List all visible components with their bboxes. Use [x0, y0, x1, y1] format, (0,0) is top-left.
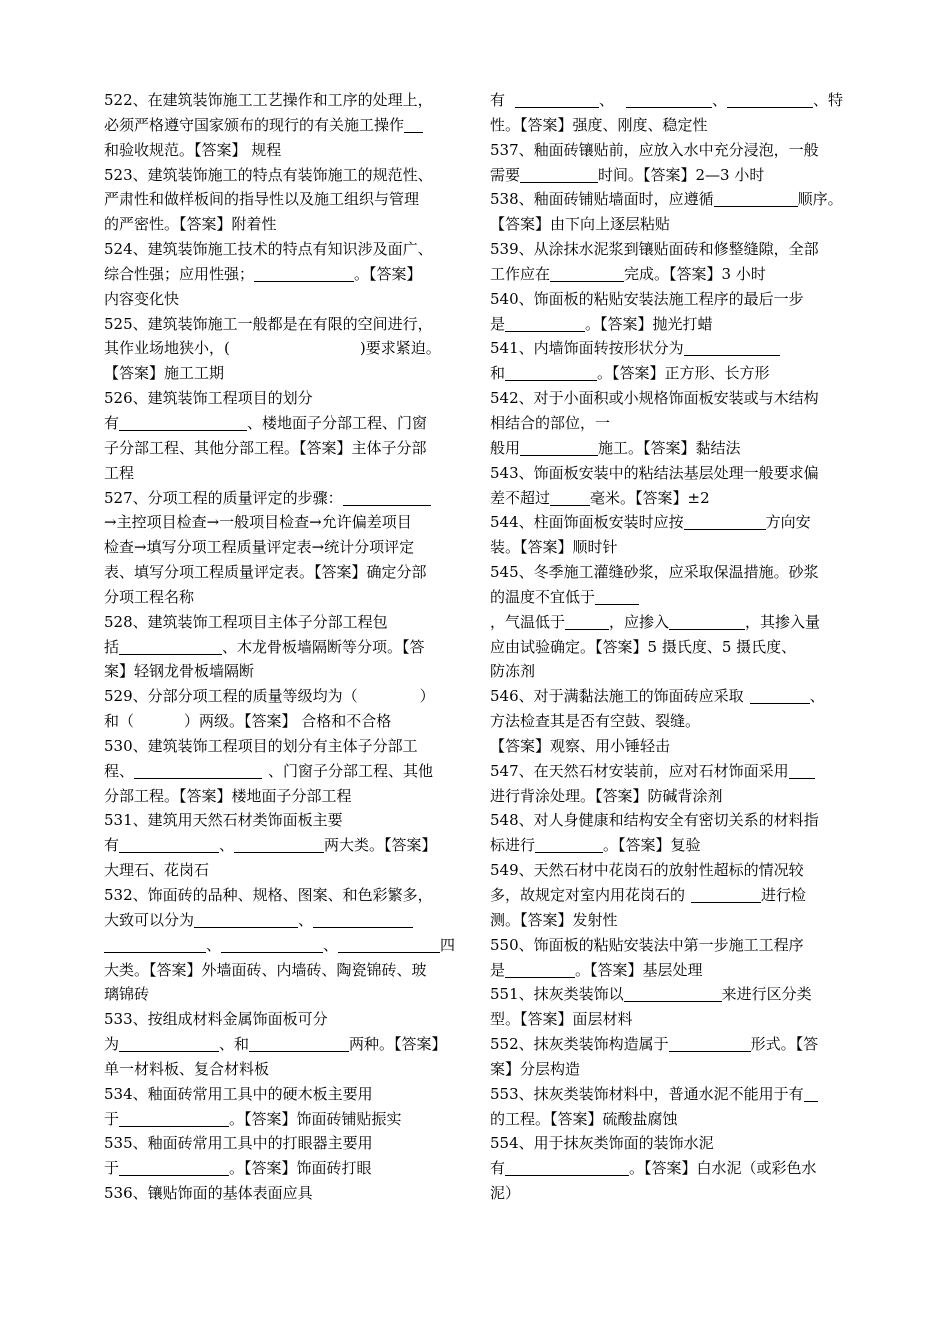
text-line: 、 、 四 [104, 933, 460, 958]
answer-blank [505, 363, 597, 381]
text-line: 543、饰面板安装中的粘结法基层处理一般要求偏 [490, 463, 819, 482]
text-line: 是 。【答案】抛光打蜡 [490, 314, 713, 333]
answer-blank [595, 587, 639, 605]
text-line: 和（ ）两级。【答案】 合格和不合格 [104, 712, 392, 731]
text-line: 表、填写分项工程质量评定表。【答案】确定分部 [104, 563, 427, 582]
answer-blank [750, 686, 810, 704]
text-line: 的严密性。【答案】附着性 [104, 215, 277, 234]
text-line: 522、在建筑装饰施工工艺操作和工序的处理上， [104, 91, 433, 109]
answer-blank [789, 761, 815, 779]
text-line: 进行背涂处理。【答案】防碱背涂剂 [490, 786, 723, 805]
text-line: 型。【答案】面层材料 [490, 1010, 633, 1029]
answer-blank [119, 637, 222, 655]
text-line: 525、建筑装饰施工一般都是在有限的空间进行， [104, 314, 433, 333]
text-line: 工程 [104, 463, 135, 482]
answer-blank [254, 264, 354, 282]
text-line: 553、抹灰类装饰材料中，普通水泥不能用于有 [490, 1082, 846, 1107]
text-line: 于 。【答案】饰面砖铺贴振实 [104, 1109, 402, 1128]
text-line: 大致可以分为 、 [104, 908, 460, 933]
text-line: 是 。【答案】基层处理 [490, 960, 703, 979]
text-line: 532、饰面砖的品种、规格、图案、和色彩繁多， [104, 886, 433, 904]
text-line: 需要 时间。【答案】2—3 小时 [490, 165, 765, 184]
text-line: 应由试验确定。【答案】5 摄氏度、5 摄氏度、 [490, 637, 797, 656]
answer-blank [550, 488, 590, 506]
text-line: 541、内墙饰面转按形状分为 [490, 336, 846, 361]
text-line: 工作应在 完成。【答案】3 小时 [490, 264, 766, 283]
text-line: 于 。【答案】饰面砖打眼 [104, 1159, 372, 1178]
text-line: 有 、 两大类。【答案】 [104, 836, 437, 855]
text-line: 括 、木龙骨板墙隔断等分项。【答 [104, 637, 425, 656]
answer-blank [134, 761, 262, 779]
text-line: →主控项目检查→一般项目检查→允许偏差项目 [104, 513, 412, 532]
text-line: 装。【答案】顺时针 [490, 538, 618, 557]
text-line: 和 。【答案】正方形、长方形 [490, 364, 770, 383]
text-line: 其作业场地狭小，( )要求紧迫。 [104, 339, 441, 358]
text-line: 有 、楼地面子分部工程、门窗 [104, 413, 428, 432]
right-column [490, 88, 846, 1206]
answer-blank [535, 835, 603, 853]
text-line: 多，故规定对室内用花岗石的 进行检 [490, 886, 807, 904]
text-line: 的工程。【答案】硫酸盐腐蚀 [490, 1109, 678, 1128]
answer-blank [714, 189, 798, 207]
text-line: 内容变化快 [104, 289, 180, 308]
answer-blank [515, 90, 599, 108]
text-line: 有 。【答案】白水泥（或彩色水 [490, 1159, 817, 1178]
text-line: 527、分项工程的质量评定的步骤： [104, 486, 460, 511]
text-line: 方法检查其是否有空鼓、裂缝。 [490, 712, 701, 731]
text-line: 差不超过 毫米。【答案】±2 [490, 488, 710, 507]
answer-blank [565, 612, 609, 630]
answer-blank [626, 90, 712, 108]
text-line: 538、釉面砖铺贴墙面时，应遵循 顺序。 [490, 190, 843, 209]
text-line: 535、釉面砖常用工具中的打眼器主要用 [104, 1134, 373, 1153]
answer-blank [234, 835, 324, 853]
text-line: 552、抹灰类装饰构造属于 形式。【答 [490, 1035, 819, 1054]
answer-blank [194, 910, 298, 928]
text-line: 550、饰面板的粘贴安装法中第一步施工工程序 [490, 935, 804, 954]
text-line: 综合性强；应用性强； 。【答案】 [104, 264, 422, 283]
answer-blank [684, 512, 766, 530]
text-line: 璃锦砖 [104, 985, 150, 1004]
answer-blank [505, 314, 585, 332]
text-line: 533、按组成材料金属饰面板可分 [104, 1010, 328, 1029]
answer-blank [691, 885, 761, 903]
text-line: 529、分部分项工程的质量等级均为（ ） [104, 687, 435, 706]
answer-blank [624, 984, 722, 1002]
text-line: 和验收规范。【答案】 规程 [104, 140, 282, 159]
text-line: 【答案】由下向上逐层粘贴 [490, 215, 671, 234]
text-line: 性。【答案】强度、刚度、稳定性 [490, 115, 708, 134]
answer-blank [338, 935, 440, 953]
answer-blank [550, 264, 624, 282]
answer-blank [727, 90, 813, 108]
answer-blank [104, 935, 206, 953]
text-line: 544、柱面饰面板安装时应按 方向安 [490, 513, 811, 532]
text-line: ，气温低于 ，应掺入 ，其掺入量 [490, 612, 821, 631]
text-line: 案】分层构造 [490, 1059, 581, 1078]
text-line: 标进行 。【答案】复验 [490, 836, 701, 855]
text-line: 【答案】施工工期 [104, 364, 225, 383]
text-line: 程、 、门窗子分部工程、其他 [104, 761, 434, 780]
answer-blank [520, 165, 598, 183]
text-line: 【答案】观察、用小锤轻击 [490, 736, 671, 755]
answer-blank [249, 1034, 349, 1052]
text-line: 523、建筑装饰施工的特点有装饰施工的规范性、 [104, 165, 433, 184]
text-line: 545、冬季施工灌缝砂浆，应采取保温措施。砂浆 [490, 563, 819, 582]
answer-blank [119, 1034, 219, 1052]
text-line: 547、在天然石材安装前，应对石材饰面采用 [490, 759, 846, 784]
text-line: 的温度不宜低于 [490, 585, 846, 610]
text-line: 524、建筑装饰施工技术的特点有知识涉及面广、 [104, 240, 433, 259]
answer-blank [404, 115, 423, 133]
text-line: 必须严格遵守国家颁布的现行的有关施工操作 [104, 113, 460, 138]
text-line: 般用 施工。【答案】黏结法 [490, 438, 741, 457]
text-line: 分部工程。【答案】楼地面子分部工程 [104, 786, 352, 805]
text-line: 测。【答案】发射性 [490, 910, 618, 929]
text-line: 相结合的部位，一 [490, 413, 611, 432]
text-line: 549、天然石材中花岗石的放射性超标的情况较 [490, 861, 804, 880]
text-line: 536、镶贴饰面的基体表面应具 [104, 1184, 313, 1203]
text-line: 534、釉面砖常用工具中的硬木板主要用 [104, 1084, 373, 1103]
text-line: 泥） [490, 1184, 521, 1203]
text-line: 530、建筑装饰工程项目的划分有主体子分部工 [104, 736, 418, 755]
text-line: 防冻剂 [490, 662, 536, 681]
text-line: 540、饰面板的粘贴安装法施工程序的最后一步 [490, 289, 804, 308]
answer-blank [520, 438, 598, 456]
answer-blank [669, 612, 745, 630]
text-line: 为 、和 两种。【答案】 [104, 1035, 447, 1054]
text-line: 检查→填写分项工程质量评定表→统计分项评定 [104, 538, 415, 557]
answer-blank [119, 835, 219, 853]
text-line: 542、对于小面积或小规格饰面板安装或与木结构 [490, 389, 819, 408]
text-line: 526、建筑装饰工程项目的划分 [104, 389, 313, 408]
text-line: 子分部工程、其他分部工程。【答案】主体子分部 [104, 438, 427, 457]
text-line: 531、建筑用天然石材类饰面板主要 [104, 811, 343, 830]
text-line: 554、用于抹灰类饰面的装饰水泥 [490, 1134, 714, 1153]
text-line: 严肃性和做样板间的指导性以及施工组织与管理 [104, 190, 420, 209]
answer-blank [505, 960, 575, 978]
text-line: 有 、 、 、特 [490, 91, 844, 109]
answer-blank [119, 413, 247, 431]
text-line: 528、建筑装饰工程项目主体子分部工程包 [104, 612, 388, 631]
answer-blank [313, 910, 413, 928]
answer-blank [505, 1158, 629, 1176]
answer-blank [684, 338, 780, 356]
text-line: 单一材料板、复合材料板 [104, 1059, 270, 1078]
answer-blank [669, 1034, 751, 1052]
text-line: 537、釉面砖镶贴前，应放入水中充分浸泡，一般 [490, 140, 819, 159]
text-line: 539、从涂抹水泥浆到镶贴面砖和修整缝隙，全部 [490, 240, 819, 259]
text-line: 案】轻钢龙骨板墙隔断 [104, 662, 255, 681]
text-line: 大理石、花岗石 [104, 861, 210, 880]
answer-blank [119, 1109, 229, 1127]
text-line: 分项工程名称 [104, 587, 195, 606]
answer-blank [804, 1084, 818, 1102]
left-column [104, 88, 460, 1206]
text-line: 大类。【答案】外墙面砖、内墙砖、陶瓷锦砖、玻 [104, 960, 427, 979]
text-line: 546、对于满黏法施工的饰面砖应采取 、 [490, 687, 825, 706]
text-line: 551、抹灰类装饰以 来进行区分类 [490, 985, 812, 1004]
text-line: 548、对人身健康和结构安全有密切关系的材料指 [490, 811, 819, 830]
answer-blank [221, 935, 323, 953]
answer-blank [119, 1158, 229, 1176]
answer-blank [343, 488, 431, 506]
